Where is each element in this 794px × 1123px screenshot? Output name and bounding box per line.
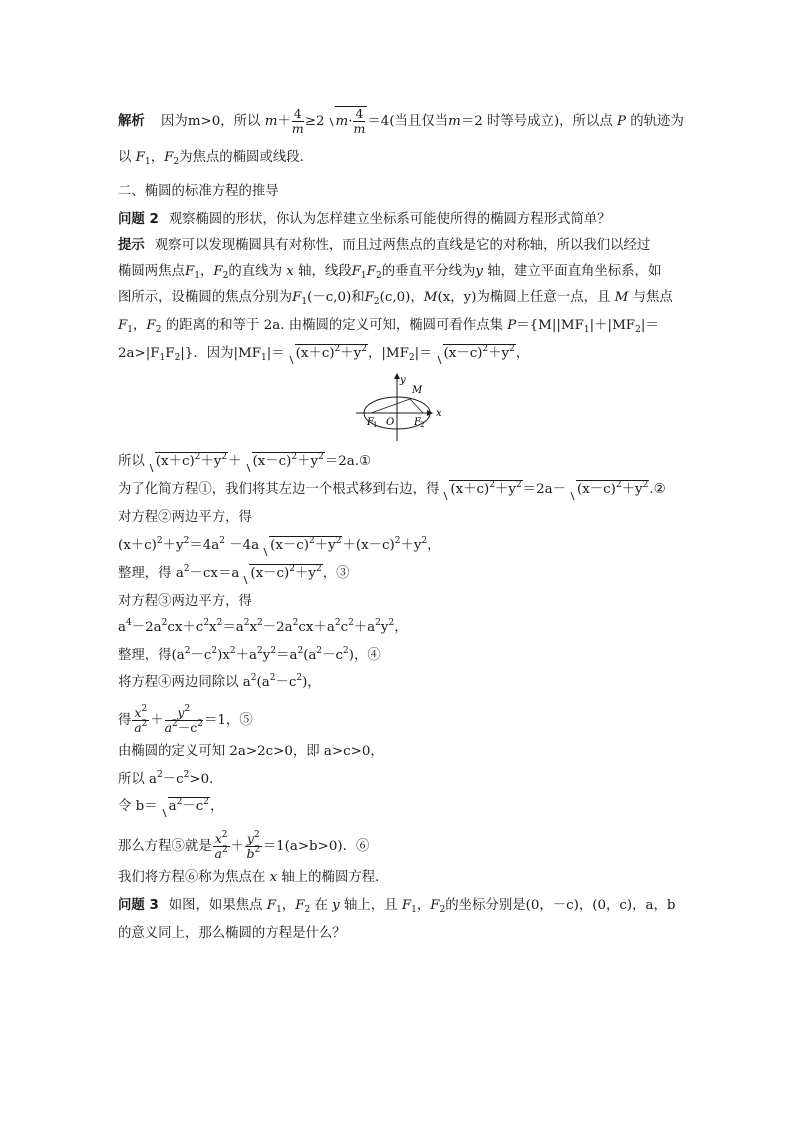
- subscript: 1: [276, 905, 282, 915]
- superscript: 2: [334, 618, 341, 628]
- superscript: 2: [642, 480, 649, 490]
- text: 的距离的和等于 2a. 由椭圆的定义可知，椭圆可看作点集: [165, 318, 503, 333]
- text: ＝1(a>b>0)．⑥: [262, 839, 370, 854]
- y-label: y: [400, 375, 406, 386]
- subscript: 2: [373, 297, 380, 307]
- step-text: [118, 770, 213, 790]
- text: ＝a: [222, 620, 244, 635]
- superscript: 2: [184, 704, 191, 714]
- text: 轴，线段: [298, 264, 352, 279]
- text: ＋: [277, 114, 291, 129]
- text: ＝a: [276, 648, 298, 663]
- segment-mf1: [371, 399, 410, 413]
- sqrt: [567, 480, 649, 500]
- text: 将方程④两边同除以 a: [118, 675, 251, 690]
- text: (x＋c): [155, 454, 195, 469]
- var: F: [292, 290, 302, 305]
- sqrt: [326, 106, 368, 136]
- text: ，: [515, 346, 530, 361]
- sqrt: [260, 536, 342, 556]
- text: 令 b＝: [118, 799, 158, 814]
- text: －c: [275, 675, 297, 690]
- text: －c: [177, 720, 198, 735]
- subscript: 2: [304, 905, 311, 915]
- superscript: 2: [157, 770, 163, 780]
- var: F: [266, 898, 277, 913]
- text: m>0，所以: [187, 114, 261, 129]
- text: 轴上的椭圆方程．: [281, 870, 389, 885]
- text: 2a>|F: [118, 346, 160, 361]
- equation-expanded: [118, 618, 408, 638]
- var: F: [430, 898, 440, 913]
- text: 如图，如果焦点: [168, 898, 263, 913]
- f2-subscript: 2: [420, 421, 425, 429]
- superscript: 2: [197, 719, 204, 729]
- var: m: [335, 114, 349, 129]
- text: －c: [162, 772, 184, 787]
- sqrt: [159, 797, 210, 817]
- superscript: 2: [141, 719, 148, 729]
- text: 为焦点的椭圆或线段．: [179, 150, 314, 165]
- subscript: 2: [173, 157, 180, 167]
- text: ＋y: [621, 482, 643, 497]
- text: 得: [118, 713, 132, 728]
- equation-4: [118, 646, 381, 666]
- superscript: 2: [482, 344, 489, 354]
- sqrt: [243, 452, 325, 472]
- subscript: 1: [583, 325, 590, 335]
- step-text: [118, 508, 252, 528]
- text: (c,0)，: [379, 290, 424, 305]
- text: 那么方程⑤就是: [118, 839, 212, 854]
- question-label: 问题 2: [118, 212, 159, 227]
- equation-2: [118, 480, 666, 500]
- text: 整理，得 a: [118, 566, 184, 581]
- text: 整理，得(a: [118, 648, 185, 663]
- var: M: [614, 290, 629, 305]
- superscript: 2: [253, 830, 260, 840]
- text: 由椭圆的定义可知 2a>2c>0，即 a>c>0，: [118, 744, 384, 759]
- superscript: 2: [296, 673, 303, 683]
- superscript: 2: [183, 536, 190, 546]
- text: (x＋c): [295, 346, 335, 361]
- f1-label: F: [367, 417, 374, 428]
- text: ＋y: [488, 346, 510, 361]
- sqrt: [434, 344, 516, 364]
- superscript: 2: [203, 618, 210, 628]
- step-text: [118, 742, 384, 762]
- solution-label: 解析: [118, 114, 145, 129]
- superscript: 2: [335, 536, 342, 546]
- x-label: x: [436, 408, 442, 419]
- var: P: [507, 318, 517, 333]
- text: |＝: [640, 318, 659, 333]
- superscript: 2: [203, 797, 209, 807]
- text: ＋y: [314, 538, 336, 553]
- text: (a: [303, 648, 317, 663]
- text: ＝2 时等号成立)，所以点: [460, 114, 613, 129]
- superscript: 2: [257, 618, 263, 628]
- equation-1: [118, 452, 371, 472]
- ellipse-diagram: [352, 371, 448, 443]
- var: y: [475, 264, 483, 279]
- text: ·: [348, 114, 353, 129]
- sqrt: [440, 480, 522, 500]
- subscript: 1: [194, 271, 200, 281]
- text: y: [380, 620, 389, 635]
- superscript: 2: [194, 452, 201, 462]
- superscript: 2: [289, 564, 295, 574]
- text: (x－c): [252, 454, 292, 469]
- text: ＋y: [200, 454, 222, 469]
- var: y: [177, 705, 185, 720]
- text: (x＋c): [118, 538, 157, 553]
- step-divide: [118, 673, 321, 693]
- text: 的轨迹为: [630, 114, 684, 129]
- text: ＋a: [353, 620, 376, 635]
- text: ，|MF: [367, 346, 409, 361]
- var: m: [264, 114, 278, 129]
- subscript: 2: [375, 271, 382, 281]
- subscript: 1: [144, 157, 151, 167]
- superscript: 2: [216, 618, 223, 628]
- superscript: 2: [388, 618, 395, 628]
- text: ，: [427, 538, 441, 553]
- subscript: 1: [411, 905, 417, 915]
- text: ＝2a－: [522, 482, 566, 497]
- text: ，: [199, 264, 214, 279]
- hint-line-3: [118, 288, 673, 308]
- question-3-continued: [118, 924, 346, 944]
- superscript: 2: [243, 618, 250, 628]
- superscript: 2: [318, 452, 324, 462]
- superscript: 2: [315, 564, 322, 574]
- text: ＋: [230, 839, 244, 854]
- var: y: [246, 831, 254, 846]
- text: ，: [209, 799, 224, 814]
- text: 的坐标分别是(0，－c)，(0，c)，a，b: [445, 898, 676, 913]
- sqrt: [146, 452, 228, 472]
- subscript: 1: [159, 353, 166, 363]
- text: |＝: [414, 346, 433, 361]
- superscript: 2: [219, 536, 225, 546]
- text: cx＋a: [298, 620, 335, 635]
- text: ＋y: [297, 454, 319, 469]
- var: a: [134, 720, 142, 735]
- text: )x: [217, 648, 230, 663]
- origin-label: O: [386, 417, 395, 428]
- text: ＋y: [162, 538, 184, 553]
- var: F: [401, 898, 412, 913]
- var: F: [351, 264, 361, 279]
- var: y: [332, 898, 340, 913]
- denominator: m: [353, 121, 366, 136]
- text: (x，y)为椭圆上任意一点，且: [437, 290, 611, 305]
- var: F: [295, 898, 305, 913]
- text: 所以 a: [118, 772, 158, 787]
- superscript: 2: [221, 830, 228, 840]
- question-2: [118, 210, 611, 230]
- text: ＝{M||MF: [516, 318, 584, 333]
- subscript: 2: [222, 271, 229, 281]
- superscript: 2: [176, 797, 183, 807]
- text: ＋(x－c): [342, 538, 395, 553]
- fraction: [213, 832, 230, 861]
- text: (－c,0)和: [307, 290, 365, 305]
- text: ，: [416, 898, 431, 913]
- fraction: [353, 107, 365, 136]
- text: 轴，建立平面直角坐标系，如: [487, 264, 662, 279]
- sqrt: [286, 344, 368, 364]
- text: ＋: [150, 713, 164, 728]
- text: (x＋c): [450, 482, 490, 497]
- text: －c: [182, 799, 204, 814]
- hint-line-1: [118, 236, 650, 256]
- text: 所以: [118, 454, 145, 469]
- var: x: [269, 870, 278, 885]
- text: ≥2: [304, 114, 325, 129]
- fraction: [132, 706, 149, 735]
- superscript: 2: [250, 673, 257, 683]
- f2-label: F: [414, 417, 421, 428]
- text: 我们将方程⑥称为焦点在: [118, 870, 266, 885]
- text: 轴上，且: [343, 898, 398, 913]
- text: ，③: [322, 566, 350, 581]
- superscript: 2: [489, 480, 495, 490]
- text: 对方程②两边平方，得: [118, 510, 252, 525]
- f1-subscript: 1: [373, 421, 378, 429]
- text: ＝1，⑤: [204, 713, 253, 728]
- text: －2a: [262, 620, 293, 635]
- text: c: [340, 620, 349, 635]
- m-label: M: [412, 385, 423, 396]
- superscript: 2: [269, 673, 276, 683]
- var: a: [164, 720, 173, 735]
- subscript: 2: [635, 325, 641, 335]
- equation-squared: [118, 536, 441, 556]
- denominator: [165, 721, 203, 735]
- superscript: 2: [292, 618, 299, 628]
- superscript: 2: [615, 480, 622, 490]
- text: ＋y: [495, 482, 516, 497]
- text: (x－c): [577, 482, 616, 497]
- subscript: 1: [360, 271, 367, 281]
- var: F: [213, 264, 223, 279]
- var: a: [214, 846, 222, 861]
- text: ＝4a: [189, 538, 220, 553]
- equation-3: [118, 564, 349, 584]
- text: ，: [133, 318, 147, 333]
- fraction: [165, 706, 203, 735]
- superscript: 2: [211, 646, 218, 656]
- superscript: 2: [183, 770, 190, 780]
- question-label: 问题 3: [118, 898, 159, 913]
- text: |＋|MF: [589, 318, 636, 333]
- solution-line-2: [118, 148, 313, 168]
- subscript: 1: [301, 297, 308, 307]
- text: (x－c): [270, 538, 310, 553]
- text: (a: [256, 675, 270, 690]
- solution-line-1: [118, 106, 684, 136]
- text: 为了化简方程①，我们将其左边一个根式移到右边，得: [118, 482, 440, 497]
- text: |}．因为|MF: [180, 346, 262, 361]
- superscript: 4: [125, 618, 132, 628]
- subscript: 2: [439, 905, 446, 915]
- superscript: 2: [421, 536, 428, 546]
- text: ＋y: [295, 566, 316, 581]
- var: F: [135, 150, 145, 165]
- var: F: [184, 264, 195, 279]
- text: F: [165, 346, 175, 361]
- denominator: [213, 847, 230, 861]
- superscript: 2: [257, 646, 263, 656]
- superscript: 2: [348, 618, 354, 628]
- define-b: [118, 797, 223, 817]
- text: －c: [190, 648, 212, 663]
- subscript: 2: [408, 353, 415, 363]
- text: ＋a: [235, 648, 258, 663]
- superscript: 2: [394, 536, 401, 546]
- denominator: [245, 847, 262, 861]
- var: M: [423, 290, 438, 305]
- text: x: [249, 620, 258, 635]
- hint-line-2: [118, 262, 661, 282]
- var: F: [364, 290, 374, 305]
- text: .②: [649, 482, 666, 497]
- var: b: [246, 846, 255, 861]
- superscript: 2: [334, 344, 341, 354]
- text: a: [118, 620, 126, 635]
- denominator: [132, 721, 149, 735]
- var: F: [164, 150, 174, 165]
- text: 对方程③两边平方，得: [118, 594, 252, 609]
- numerator: 4: [293, 106, 302, 121]
- var: m: [448, 114, 461, 129]
- subscript: 1: [261, 353, 267, 363]
- var: F: [146, 318, 156, 333]
- superscript: 2: [221, 845, 228, 855]
- text: (x－c): [443, 346, 483, 361]
- numerator: 4: [355, 106, 364, 121]
- text: －2a: [131, 620, 162, 635]
- text: ＋y: [400, 538, 422, 553]
- text: 图所示，设椭圆的焦点分别为: [118, 290, 293, 305]
- var: x: [286, 264, 294, 279]
- subscript: 2: [174, 353, 181, 363]
- text: (x－c): [250, 566, 290, 581]
- superscript: 2: [316, 646, 323, 656]
- superscript: 2: [184, 646, 191, 656]
- text: |＝: [266, 346, 285, 361]
- text: ＝4(当且仅当: [367, 114, 449, 129]
- var: F: [366, 264, 376, 279]
- text: ＝2a.①: [324, 454, 371, 469]
- var: F: [118, 318, 128, 333]
- text: －4a: [224, 538, 260, 553]
- text: a: [168, 799, 177, 814]
- var: P: [617, 114, 627, 129]
- hint-line-4: [118, 316, 659, 336]
- equation-5: [118, 706, 253, 735]
- text: 的意义同上，那么椭圆的方程是什么？: [118, 926, 346, 941]
- text: ，: [394, 620, 408, 635]
- text: 与焦点: [632, 290, 673, 305]
- superscript: 2: [515, 480, 522, 490]
- subscript: 2: [155, 325, 162, 335]
- question-text: 观察椭圆的形状，你认为怎样建立坐标系可能使所得的椭圆方程形式简单？: [168, 212, 611, 227]
- superscript: 2: [297, 646, 304, 656]
- superscript: 2: [229, 646, 236, 656]
- superscript: 2: [254, 845, 261, 855]
- text: 在: [314, 898, 328, 913]
- text: －cx＝a: [189, 566, 240, 581]
- sqrt: [240, 564, 322, 584]
- text: )，: [302, 675, 321, 690]
- superscript: 2: [183, 564, 190, 574]
- superscript: 2: [156, 536, 163, 546]
- text: y: [262, 648, 271, 663]
- text: )，④: [348, 648, 381, 663]
- superscript: 2: [291, 452, 298, 462]
- superscript: 2: [161, 618, 168, 628]
- fraction: [292, 107, 304, 136]
- superscript: 2: [509, 344, 515, 354]
- var: x: [214, 831, 222, 846]
- text: 观察可以发现椭圆具有对称性，而且过两焦点的直线是它的对称轴，所以我们以经过: [154, 238, 651, 253]
- segment-mf2: [410, 399, 423, 413]
- fraction: [245, 832, 262, 861]
- superscript: 2: [309, 536, 315, 546]
- equation-6: [118, 832, 369, 861]
- text: cx＋c: [167, 620, 204, 635]
- text: 以: [118, 150, 132, 165]
- superscript: 2: [375, 618, 381, 628]
- heading-text: 二、椭圆的标准方程的推导: [118, 184, 279, 199]
- text: ＋y: [340, 346, 362, 361]
- superscript: 2: [172, 719, 178, 729]
- subscript: 1: [127, 325, 134, 335]
- text: 的垂直平分线为: [381, 264, 476, 279]
- denominator: m: [291, 121, 304, 136]
- hint-line-5: [118, 344, 529, 364]
- superscript: 2: [141, 704, 148, 714]
- section-heading: [118, 182, 279, 202]
- question-3: [118, 896, 675, 916]
- step-text: [118, 592, 252, 612]
- text: 椭圆两焦点: [118, 264, 185, 279]
- hint-label: 提示: [118, 238, 145, 253]
- superscript: 2: [270, 646, 277, 656]
- text: ，: [281, 898, 296, 913]
- var: x: [134, 705, 142, 720]
- text: >0.: [189, 772, 214, 787]
- text: 的直线为: [228, 264, 282, 279]
- text: x: [209, 620, 217, 635]
- text: ，: [150, 150, 165, 165]
- conclusion: [118, 868, 389, 888]
- superscript: 2: [343, 646, 349, 656]
- text: －c: [322, 648, 344, 663]
- text: 因为: [161, 114, 188, 129]
- text: ＋: [228, 454, 242, 469]
- superscript: 2: [361, 344, 367, 354]
- superscript: 2: [221, 452, 228, 462]
